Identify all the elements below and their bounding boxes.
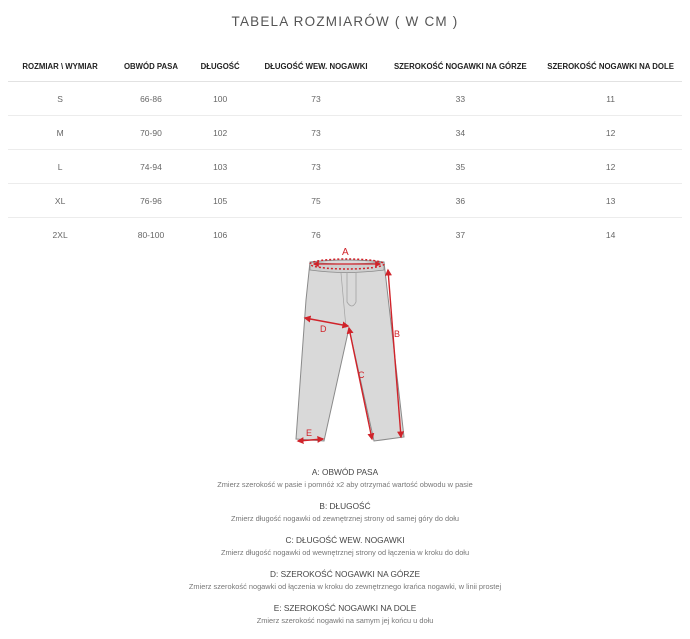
legend-item-D [0, 568, 690, 602]
legend-title: B: DŁUGOŚĆ [319, 501, 371, 511]
table-header-row [8, 51, 682, 82]
pants-measurement-diagram [286, 240, 416, 450]
table-cell: S [8, 82, 112, 116]
table-cell: 73 [251, 116, 382, 150]
table-cell: 13 [539, 184, 682, 218]
table-row [8, 82, 682, 116]
table-cell: 14 [605, 229, 616, 240]
table-cell: 102 [190, 116, 251, 150]
table-row [8, 184, 682, 218]
table-cell: 103 [190, 150, 251, 184]
header-bottom-width: SZEROKOŚĆ NOGAWKI NA DOLE [539, 51, 682, 82]
table-cell: M [8, 116, 112, 150]
legend-item-C [0, 534, 690, 568]
label-D: D [320, 324, 327, 334]
header-inseam: DŁUGOŚĆ WEW. NOGAWKI [251, 51, 382, 82]
table-cell: 106 [213, 229, 228, 240]
header-length: DŁUGOŚĆ [190, 51, 251, 82]
legend-item-A [0, 466, 690, 500]
legend-title: A: OBWÓD PASA [311, 467, 379, 477]
table-row [8, 150, 682, 184]
legend-description: Zmierz szerokość w pasie i pomnóż x2 aby otrzymać wartość obwodu w pasie [217, 480, 473, 489]
label-C: C [358, 370, 365, 380]
table-cell: 73 [251, 150, 382, 184]
table-cell: XL [8, 184, 112, 218]
legend-title: C: DŁUGOŚĆ WEW. NOGAWKI [285, 535, 405, 545]
table-cell: 11 [539, 82, 682, 116]
table-cell: 70-90 [112, 116, 189, 150]
pants-illustration [296, 260, 404, 441]
header-top-width: SZEROKOŚĆ NOGAWKI NA GÓRZE [381, 51, 539, 82]
table-cell: 12 [539, 116, 682, 150]
table-cell: 100 [190, 82, 251, 116]
legend-item-B [0, 500, 690, 534]
table-cell: 75 [251, 184, 382, 218]
legend-description: Zmierz szerokość nogawki od łączenia w kroku do zewnętrznego krańca nogawki, w linii prostej [188, 582, 502, 591]
table-cell: 12 [539, 150, 682, 184]
table-cell: 37 [455, 229, 466, 240]
page-title: TABELA ROZMIARÓW ( W CM ) [231, 14, 459, 29]
label-E: E [306, 428, 313, 438]
table-cell: 80-100 [137, 229, 165, 240]
table-cell: 73 [251, 82, 382, 116]
legend-item-E [0, 602, 690, 636]
table-cell: 74-94 [112, 150, 189, 184]
table-row [8, 116, 682, 150]
table-cell: 36 [381, 184, 539, 218]
table-cell: 2XL [52, 229, 68, 240]
label-A: A [342, 247, 349, 258]
header-size: ROZMIAR \ WYMIAR [8, 51, 112, 82]
table-cell: 35 [381, 150, 539, 184]
label-B: B [394, 329, 401, 339]
measurement-legend [0, 466, 690, 636]
table-cell: 76 [311, 229, 321, 240]
size-table [8, 51, 682, 251]
table-cell: 105 [190, 184, 251, 218]
header-waist: OBWÓD PASA [112, 51, 189, 82]
table-cell: L [8, 150, 112, 184]
legend-description: Zmierz długość nogawki od zewnętrznej strony od samej góry do dołu [231, 514, 459, 523]
table-cell: 76-96 [112, 184, 189, 218]
legend-description: Zmierz szerokość nogawki na samym jej końcu u dołu [256, 616, 434, 625]
table-cell: 34 [381, 116, 539, 150]
legend-title: D: SZEROKOŚĆ NOGAWKI NA GÓRZE [270, 569, 420, 579]
legend-title: E: SZEROKOŚĆ NOGAWKI NA DOLE [273, 603, 417, 613]
legend-description: Zmierz długość nogawki od wewnętrznej strony od łączenia w kroku do dołu [220, 548, 470, 557]
table-cell: 33 [381, 82, 539, 116]
table-cell: 66-86 [112, 82, 189, 116]
